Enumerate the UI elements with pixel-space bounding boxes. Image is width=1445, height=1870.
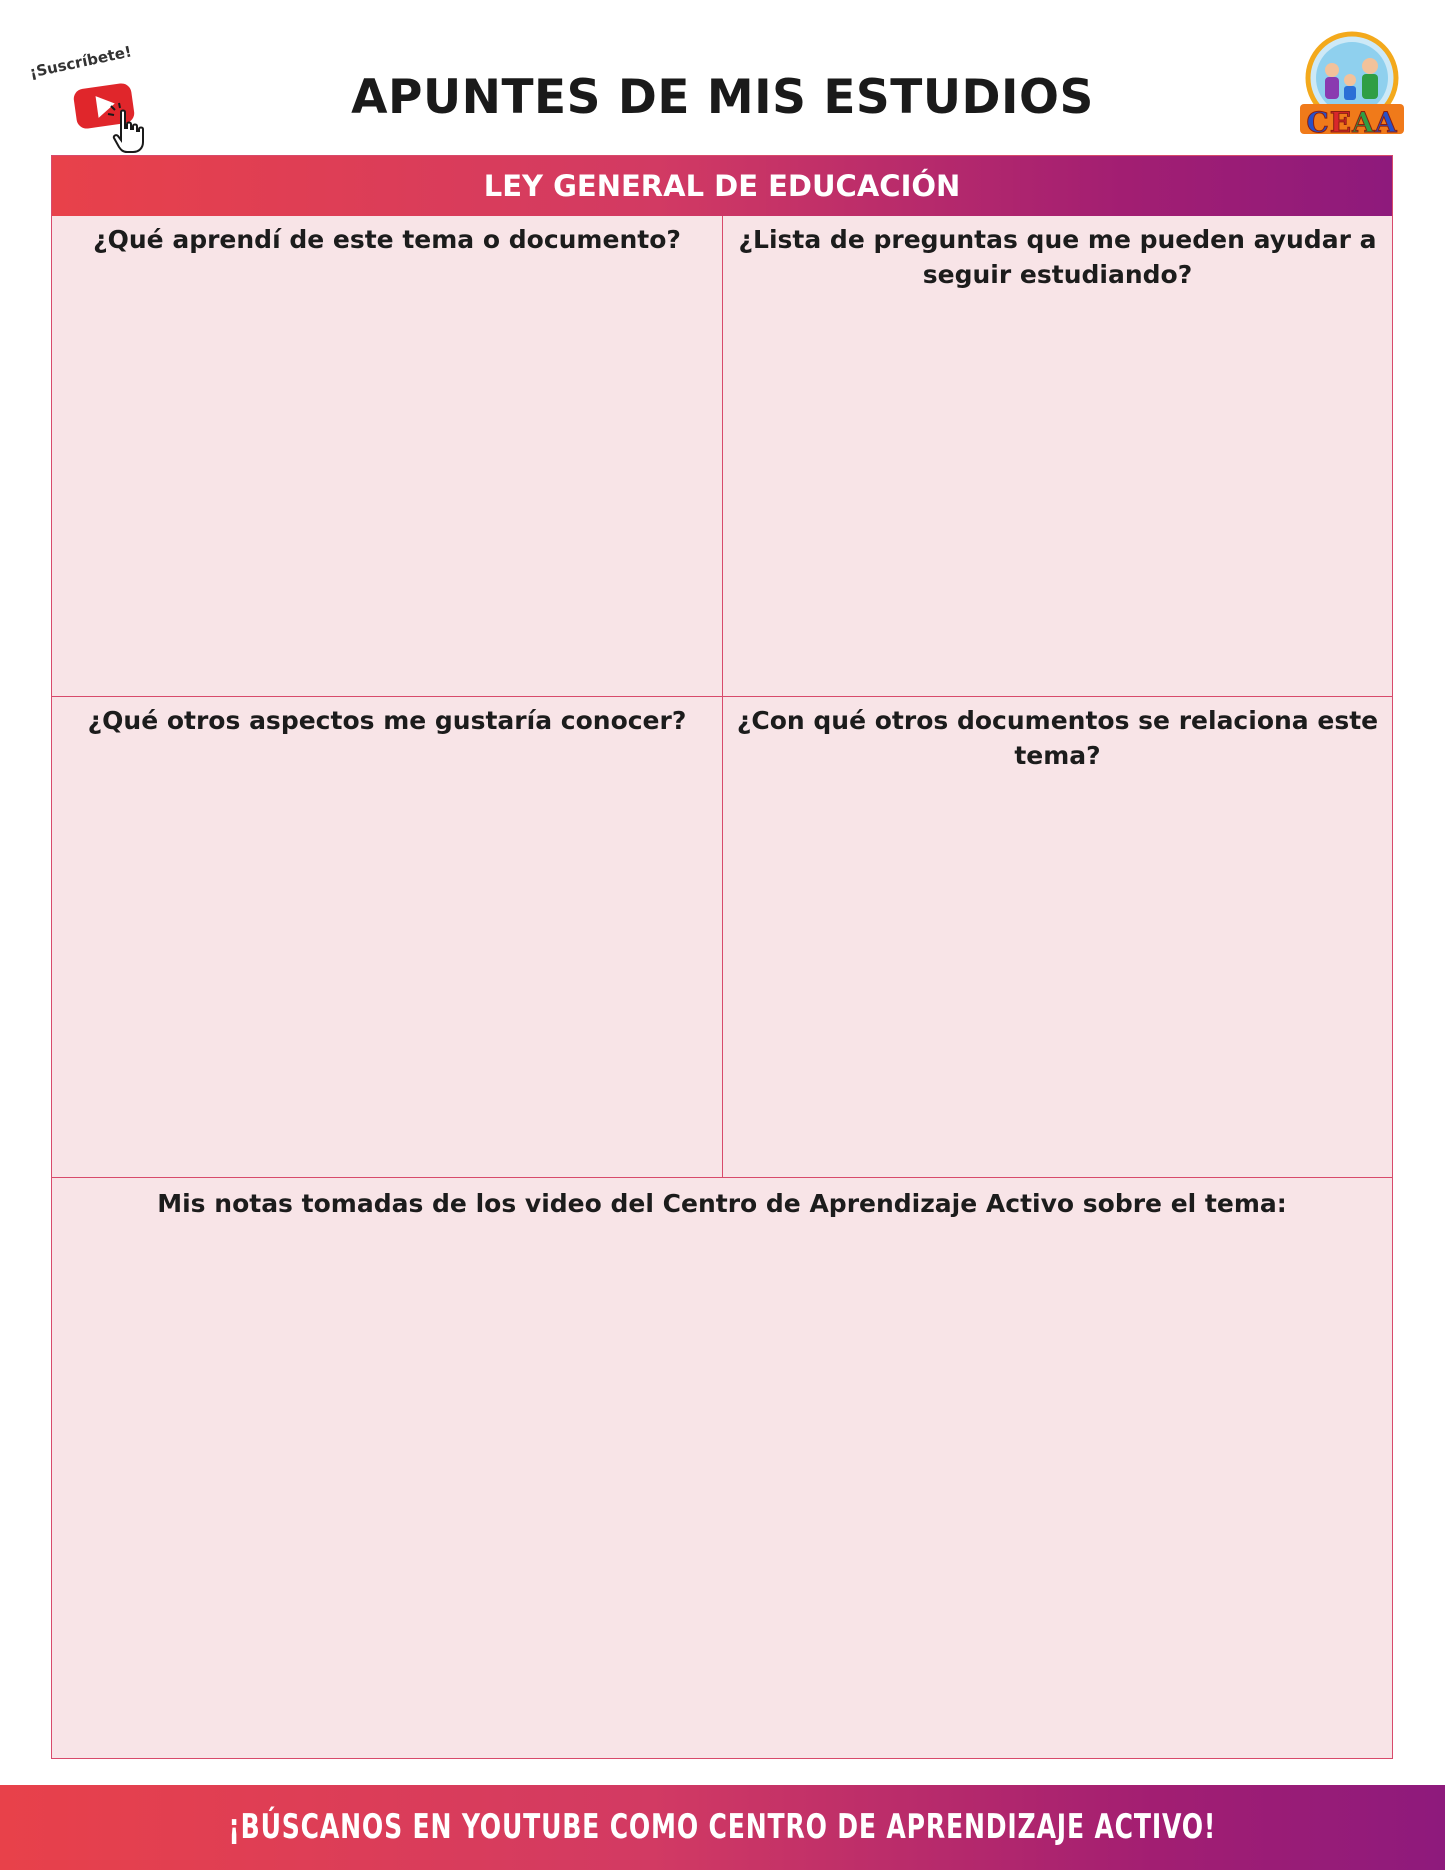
cell-question-list-label: ¿Lista de preguntas que me pueden ayudar a seguir estudiando? xyxy=(738,225,1377,289)
cell-question-list[interactable] xyxy=(723,216,1392,697)
notes-sheet xyxy=(51,155,1393,1759)
cell-video-notes-label: Mis notas tomadas de los video del Centro de Aprendizaje Activo sobre el tema: xyxy=(157,1189,1287,1218)
cell-what-learned-label: ¿Qué aprendí de este tema o documento? xyxy=(93,225,681,254)
cell-what-learned[interactable] xyxy=(52,216,723,697)
cell-related-documents[interactable] xyxy=(723,697,1392,1178)
subscribe-label: ¡Suscríbete! xyxy=(28,42,134,82)
cell-video-notes[interactable] xyxy=(52,1178,1392,1757)
ceaa-logo xyxy=(1292,30,1412,140)
cell-other-aspects[interactable] xyxy=(52,697,723,1178)
cell-other-aspects-label: ¿Qué otros aspectos me gustaría conocer? xyxy=(87,706,687,735)
logo-text: CEAA xyxy=(1306,106,1398,139)
sheet-title: LEY GENERAL DE EDUCACIÓN xyxy=(52,156,1392,216)
footer-text: ¡BÚSCANOS EN YOUTUBE COMO CENTRO DE APRENDIZAJE ACTIVO! xyxy=(228,1807,1217,1847)
cell-related-documents-label: ¿Con qué otros documentos se relaciona este tema? xyxy=(736,706,1379,770)
footer-banner xyxy=(0,1785,1445,1870)
page-title: APUNTES DE MIS ESTUDIOS xyxy=(351,70,1094,125)
